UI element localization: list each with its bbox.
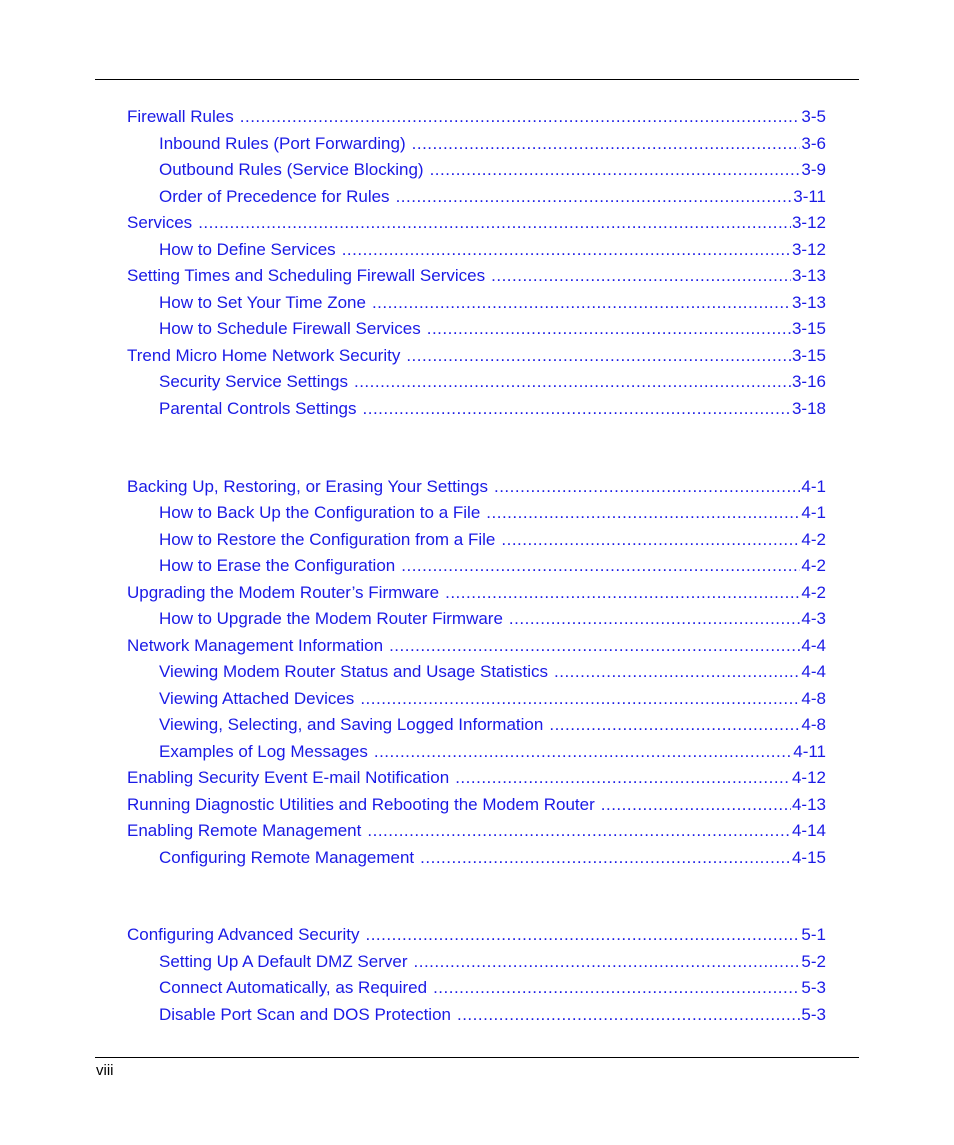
toc-entry-title: Trend Micro Home Network Security [127,346,401,365]
toc-entry-order-of-precedence[interactable] [159,186,826,208]
toc-entry-services[interactable] [127,212,826,234]
toc-entry-title: Enabling Remote Management [127,821,362,840]
toc-entry-page: 3-12 [791,213,826,232]
toc-dot-leader [374,741,792,763]
toc-entry-email-notification[interactable] [127,767,826,789]
toc-dot-leader [363,398,791,420]
toc-entry-title: Setting Times and Scheduling Firewall Services [127,266,486,285]
toc-entry-title: Viewing Modem Router Status and Usage Statistics [159,662,548,681]
toc-dot-leader [445,582,800,604]
toc-entry-title: Configuring Remote Management [159,848,415,867]
toc-entry-firewall-rules[interactable] [127,106,826,128]
toc-entry-title: Setting Up A Default DMZ Server [159,952,408,971]
toc-entry-title: How to Set Your Time Zone [159,293,366,312]
toc-entry-page: 4-2 [801,556,826,575]
toc-entry-diagnostic-utilities[interactable] [127,794,826,816]
toc-entry-title: How to Upgrade the Modem Router Firmware [159,609,503,628]
toc-dot-leader [509,608,801,630]
toc-entry-restore-config[interactable] [159,529,826,551]
toc-entry-page: 3-13 [791,266,826,285]
toc-entry-title: How to Back Up the Configuration to a File [159,503,481,522]
toc-entry-title: Firewall Rules [127,107,234,126]
toc-entry-page: 4-4 [801,636,826,655]
toc-entry-title: Inbound Rules (Port Forwarding) [159,134,406,153]
toc-dot-leader [354,371,791,393]
toc-dot-leader [367,820,791,842]
toc-dot-leader [486,502,800,524]
toc-entry-page: 3-9 [801,160,826,179]
toc-dot-leader [198,212,791,234]
toc-entry-page: 3-15 [791,346,826,365]
toc-entry-status-usage[interactable] [159,661,826,683]
toc-entry-title: Disable Port Scan and DOS Protection [159,1005,451,1024]
toc-entry-page: 3-16 [791,372,826,391]
toc-entry-page: 4-3 [801,609,826,628]
toc-dot-leader [406,345,791,367]
toc-entry-page: 3-12 [791,240,826,259]
toc-dot-leader [360,688,800,710]
toc-entry-outbound-rules[interactable] [159,159,826,181]
toc-entry-page: 3-13 [791,293,826,312]
toc-dot-leader [430,159,801,181]
toc-dot-leader [601,794,791,816]
toc-entry-configuring-remote-management[interactable] [159,847,826,869]
toc-entry-time-zone[interactable] [159,292,826,314]
toc-entry-page: 4-14 [791,821,826,840]
toc-entry-backing-up[interactable] [127,476,826,498]
footer-rule [95,1057,859,1058]
toc-entry-schedule-firewall[interactable] [159,318,826,340]
toc-dot-leader [427,318,791,340]
toc-dot-leader [342,239,791,261]
toc-entry-title: Security Service Settings [159,372,348,391]
toc-entry-erase-config[interactable] [159,555,826,577]
toc-entry-setting-times[interactable] [127,265,826,287]
toc-entry-page: 4-8 [801,715,826,734]
toc-entry-title: Parental Controls Settings [159,399,357,418]
toc-dot-leader [240,106,801,128]
toc-entry-page: 4-12 [791,768,826,787]
toc-entry-page: 4-15 [791,848,826,867]
toc-dot-leader [554,661,800,683]
toc-entry-page: 4-1 [801,477,826,496]
toc-entry-upgrading-firmware[interactable] [127,582,826,604]
toc-entry-title: Outbound Rules (Service Blocking) [159,160,424,179]
toc-entry-parental-controls[interactable] [159,398,826,420]
toc-dot-leader [389,635,800,657]
toc-dot-leader [433,977,800,999]
toc-entry-logged-information[interactable] [159,714,826,736]
toc-entry-title: How to Schedule Firewall Services [159,319,421,338]
toc-entry-page: 4-2 [801,583,826,602]
toc-entry-page: 4-8 [801,689,826,708]
page-number: viii [96,1062,114,1079]
toc-entry-title: Examples of Log Messages [159,742,368,761]
toc-entry-title: How to Define Services [159,240,336,259]
toc-entry-inbound-rules[interactable] [159,133,826,155]
toc-entry-page: 4-13 [791,795,826,814]
toc-entry-page: 3-18 [791,399,826,418]
toc-entry-title: Backing Up, Restoring, or Erasing Your Settings [127,477,488,496]
toc-entry-security-service-settings[interactable] [159,371,826,393]
toc-entry-page: 4-1 [801,503,826,522]
toc-entry-title: Upgrading the Modem Router’s Firmware [127,583,440,602]
toc-entry-title: Configuring Advanced Security [127,925,360,944]
toc-entry-port-scan-dos[interactable] [159,1004,826,1026]
toc-dot-leader [420,847,791,869]
toc-entry-title: Viewing, Selecting, and Saving Logged Information [159,715,544,734]
toc-entry-page: 5-3 [801,1005,826,1024]
toc-entry-attached-devices[interactable] [159,688,826,710]
toc-entry-title: Order of Precedence for Rules [159,187,390,206]
toc-dot-leader [494,476,800,498]
toc-entry-connect-automatically[interactable] [159,977,826,999]
toc-dot-leader [365,924,800,946]
toc-entry-page: 5-2 [801,952,826,971]
toc-dot-leader [401,555,800,577]
toc-entry-trend-micro[interactable] [127,345,826,367]
toc-entry-title: Enabling Security Event E-mail Notification [127,768,450,787]
toc-dot-leader [396,186,793,208]
toc-entry-back-up-config[interactable] [159,502,826,524]
toc-entry-page: 5-3 [801,978,826,997]
toc-dot-leader [501,529,800,551]
toc-entry-title: Network Management Information [127,636,384,655]
toc-entry-title: How to Restore the Configuration from a File [159,530,496,549]
toc-dot-leader [372,292,791,314]
toc-entry-page: 3-5 [801,107,826,126]
toc-dot-leader [491,265,791,287]
toc-entry-page: 3-6 [801,134,826,153]
toc-entry-page: 3-11 [793,187,826,206]
toc-dot-leader [457,1004,800,1026]
toc-dot-leader [414,951,801,973]
toc-entry-define-services[interactable] [159,239,826,261]
toc-entry-page: 4-2 [801,530,826,549]
toc-entry-title: Running Diagnostic Utilities and Rebooting the Modem Router [127,795,595,814]
toc-entry-log-messages[interactable] [159,741,826,763]
toc-dot-leader [455,767,791,789]
toc-entry-title: How to Erase the Configuration [159,556,396,575]
toc-entry-network-management[interactable] [127,635,826,657]
toc-entry-title: Viewing Attached Devices [159,689,355,708]
toc-dot-leader [412,133,801,155]
toc-dot-leader [549,714,800,736]
toc-entry-dmz-server[interactable] [159,951,826,973]
toc-entry-title: Services [127,213,193,232]
header-rule [95,79,859,80]
toc-entry-page: 5-1 [801,925,826,944]
toc-entry-page: 3-15 [791,319,826,338]
toc-entry-title: Connect Automatically, as Required [159,978,428,997]
toc-entry-advanced-security[interactable] [127,924,826,946]
toc-entry-upgrade-firmware[interactable] [159,608,826,630]
toc-entry-enabling-remote-management[interactable] [127,820,826,842]
toc-entry-page: 4-11 [793,742,826,761]
toc-entry-page: 4-4 [801,662,826,681]
